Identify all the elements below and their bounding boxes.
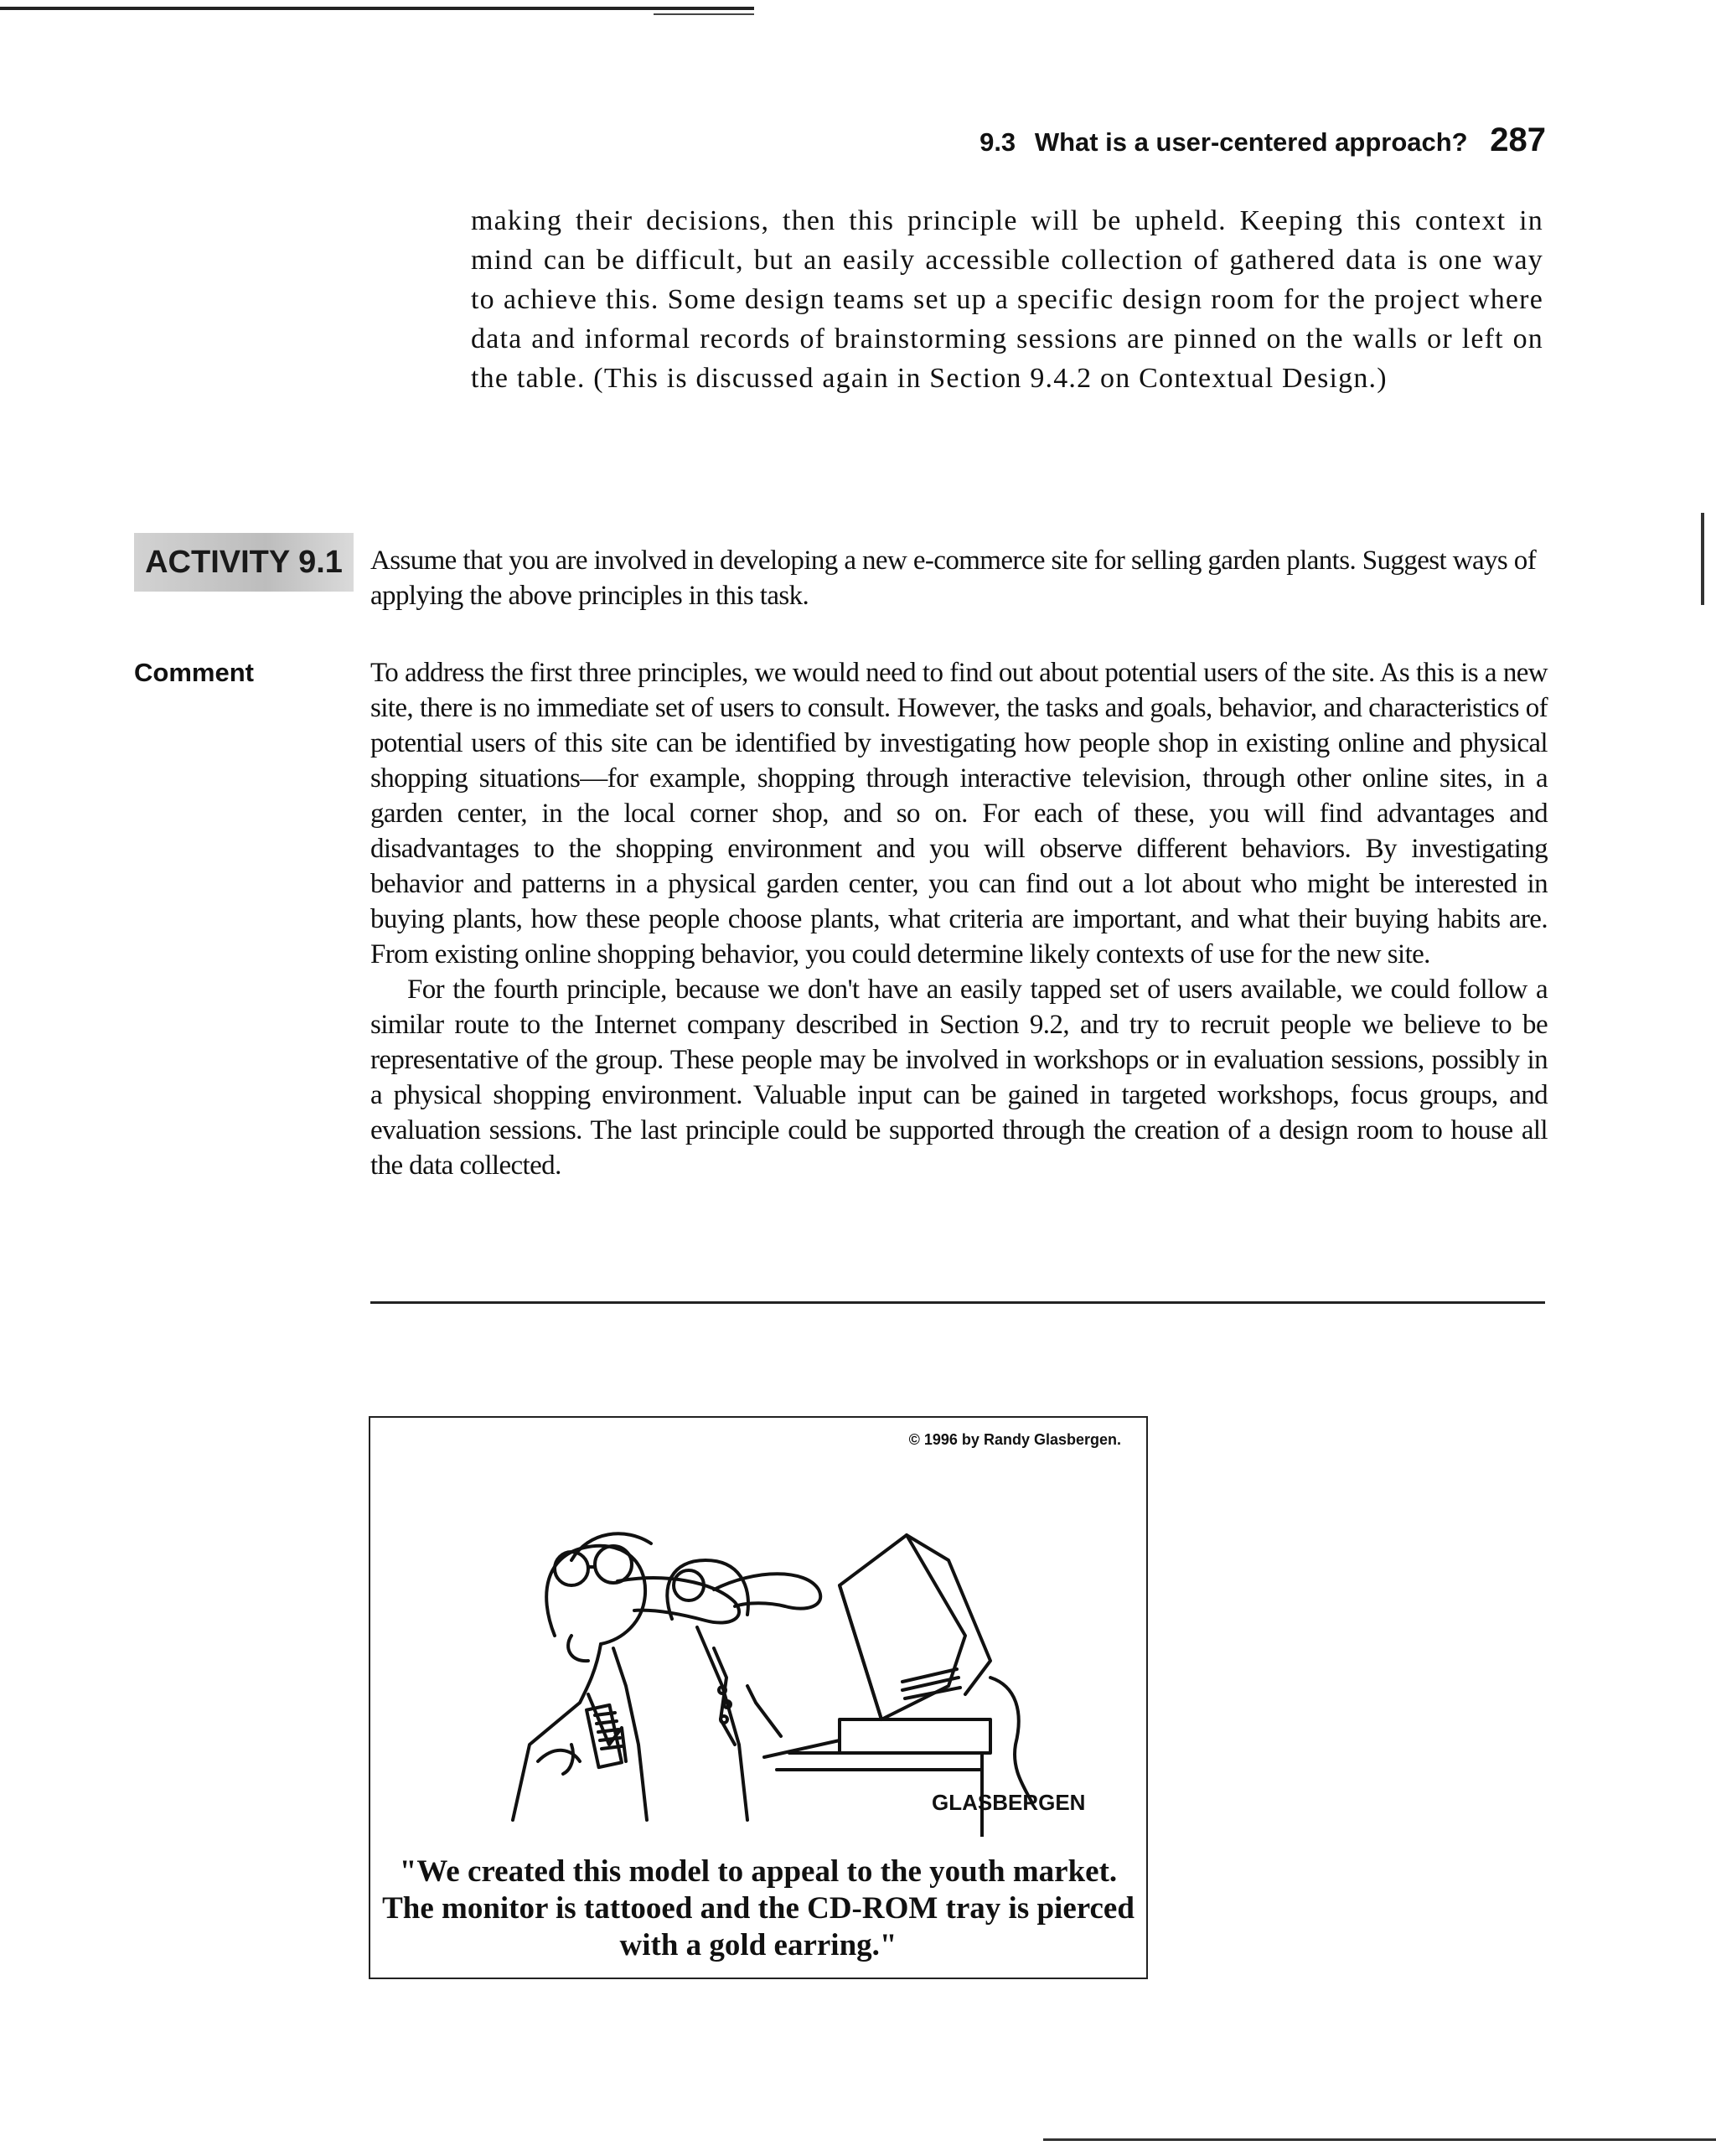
activity-label: ACTIVITY 9.1 <box>145 544 343 580</box>
cartoon-man-front <box>513 1533 739 1820</box>
top-rule <box>0 7 754 10</box>
section-number: 9.3 <box>979 127 1016 157</box>
page-number: 287 <box>1490 122 1546 158</box>
running-head <box>934 122 1546 159</box>
comment-paragraph: For the fourth principle, because we don't have an easily tapped set of users available, we could follow a similar route to the Internet company described in Section 9.2, and try to recruit people we believe to be representative of the group. These people may be involved in workshops or in evaluation sessions, possibly in a physical shopping environment. Valuable input can be gained in targeted workshops, focus groups, and evaluation sessions. The last principle could be supported through the creation of a design room to house all the data collected. <box>370 975 1548 1181</box>
cartoon-figure <box>369 1416 1148 1979</box>
top-rule-accent <box>654 13 754 15</box>
comment-paragraph: To address the first three principles, we would need to find out about potential users of the site. As this is a new site, there is no immediate set of users to consult. However, the tasks and goals, behavior, and characteristics of potential users of this site can be identified by investigating how people shop in existing online and physical shopping situations—for example, shopping through interactive television, through other online sites, in a garden center, in the local corner shop, and so on. For each of these, you will find advantages and disadvantages to the shopping environment and you will observe different behaviors. By investigating behavior and patterns in a physical garden center, you can find out a lot about who might be interested in buying plants, how these people choose plants, what criteria are important, and what their buying habits are. From existing online shopping behavior, you could determine likely contexts of use for the new site. <box>370 658 1548 969</box>
section-end-rule <box>370 1301 1545 1304</box>
bottom-rule <box>1043 2138 1716 2141</box>
cartoon-caption: "We created this model to appeal to the youth market. The monitor is tattooed and the CD-ROM tray is pierced with a gold earring." <box>382 1854 1135 1962</box>
intro-paragraph: making their decisions, then this principle will be upheld. Keeping this context in mind can be difficult, but an easily accessible collection of gathered data is one way to achieve this. Some design teams set up a specific design room for the project where data and informal records of brainstorming sessions are pinned on the walls or left on the table. (This is discussed again in Section 9.4.2 on Contextual Design.) <box>471 205 1543 394</box>
activity-text: Assume that you are involved in developing a new e-commerce site for selling garden plants. Suggest ways of applying the above principles in this task. <box>370 545 1537 611</box>
margin-change-bar <box>1701 513 1704 605</box>
comment-body <box>370 655 1548 1183</box>
cartoon-illustration <box>446 1468 1099 1837</box>
cartoon-copyright: © 1996 by Randy Glasbergen. <box>908 1431 1121 1448</box>
comment-label: Comment <box>134 658 254 687</box>
cartoon-man-back <box>667 1560 820 1820</box>
cartoon-signature: GLASBERGEN <box>932 1790 1086 1815</box>
activity-badge <box>134 533 354 592</box>
section-title: What is a user-centered approach? <box>1034 127 1468 157</box>
